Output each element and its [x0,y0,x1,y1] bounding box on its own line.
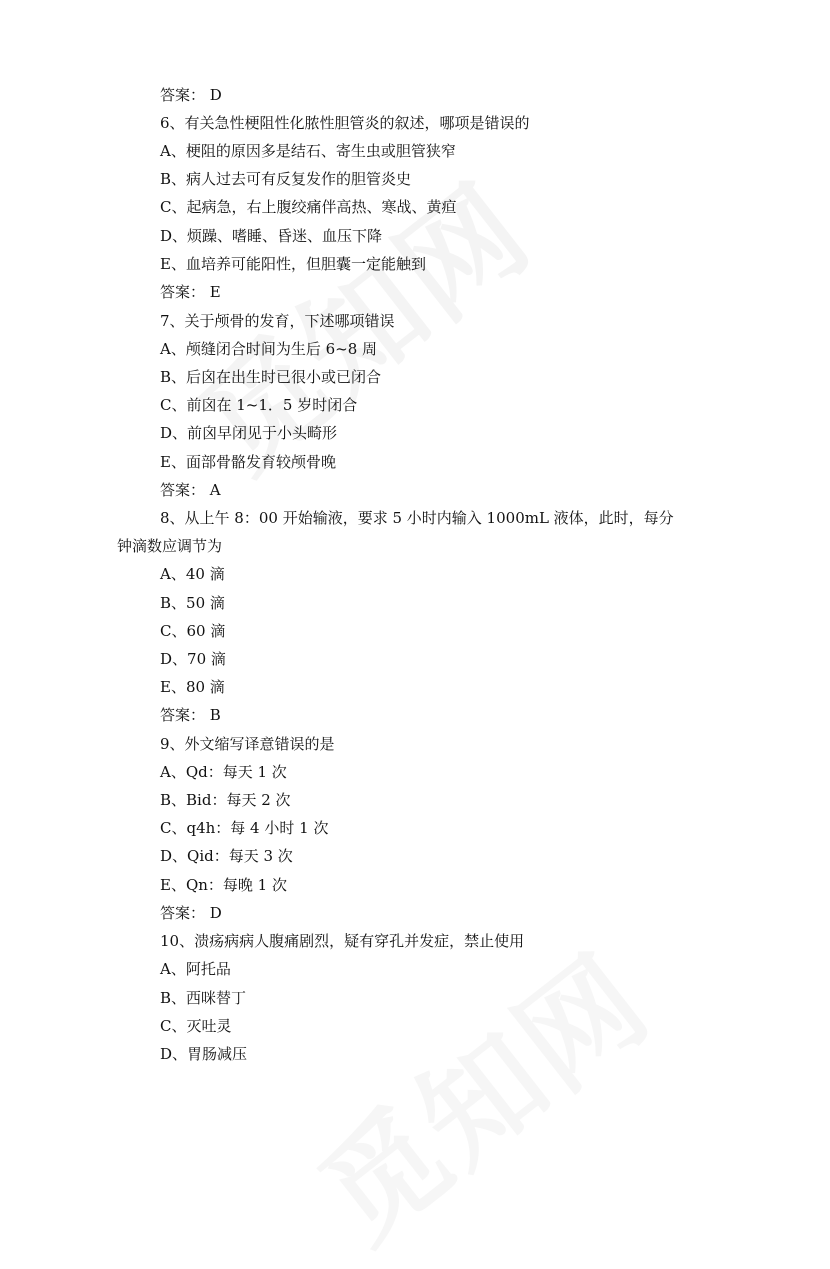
question-10: 10、溃疡病病人腹痛剧烈，疑有穿孔并发症，禁止使用 [160,932,525,950]
option-d: D、胃肠减压 [160,1045,248,1063]
option-c: C、起病急，右上腹绞痛伴高热、寒战、黄疸 [160,198,457,216]
answer-line: 答案： D [160,904,222,922]
option-d: D、前囟早闭见于小头畸形 [160,424,338,442]
option-a: A、颅缝闭合时间为生后 6~8 周 [160,340,378,358]
option-a: A、40 滴 [160,565,225,583]
option-e: E、80 滴 [160,678,225,696]
question-9: 9、外文缩写译意错误的是 [160,735,335,753]
option-c: C、q4h：每 4 小时 1 次 [160,819,329,837]
option-c: C、灭吐灵 [160,1017,232,1035]
option-c: C、前囟在 1~1．5 岁时闭合 [160,396,358,414]
option-b: B、病人过去可有反复发作的胆管炎史 [160,170,412,188]
option-a: A、Qd：每天 1 次 [160,763,287,781]
watermark-bottom [302,938,669,1262]
option-b: B、Bid：每天 2 次 [160,791,291,809]
question-6: 6、有关急性梗阻性化脓性胆管炎的叙述，哪项是错误的 [160,114,530,132]
answer-line: 答案： E [160,283,221,301]
option-d: D、烦躁、嗜睡、昏迷、血压下降 [160,227,383,245]
option-b: B、后囟在出生时已很小或已闭合 [160,368,382,386]
answer-line: 答案： A [160,481,221,499]
question-8-continued: 钟滴数应调节为 [117,537,223,555]
answer-line: 答案： D [160,86,222,104]
question-7: 7、关于颅骨的发育，下述哪项错误 [160,312,395,330]
option-d: D、70 滴 [160,650,226,668]
option-a: A、阿托品 [160,960,231,978]
option-a: A、梗阻的原因多是结石、寄生虫或胆管狭窄 [160,142,456,160]
option-b: B、50 滴 [160,594,225,612]
option-b: B、西咪替丁 [160,989,247,1007]
option-e: E、血培养可能阳性，但胆囊一定能触到 [160,255,426,273]
question-8: 8、从上午 8：00 开始输液，要求 5 小时内输入 1000mL 液体，此时，每分 [160,509,674,527]
option-e: E、面部骨骼发育较颅骨晚 [160,453,336,471]
option-e: E、Qn：每晚 1 次 [160,876,287,894]
option-d: D、Qid：每天 3 次 [160,847,293,865]
answer-line: 答案： B [160,706,221,724]
option-c: C、60 滴 [160,622,226,640]
